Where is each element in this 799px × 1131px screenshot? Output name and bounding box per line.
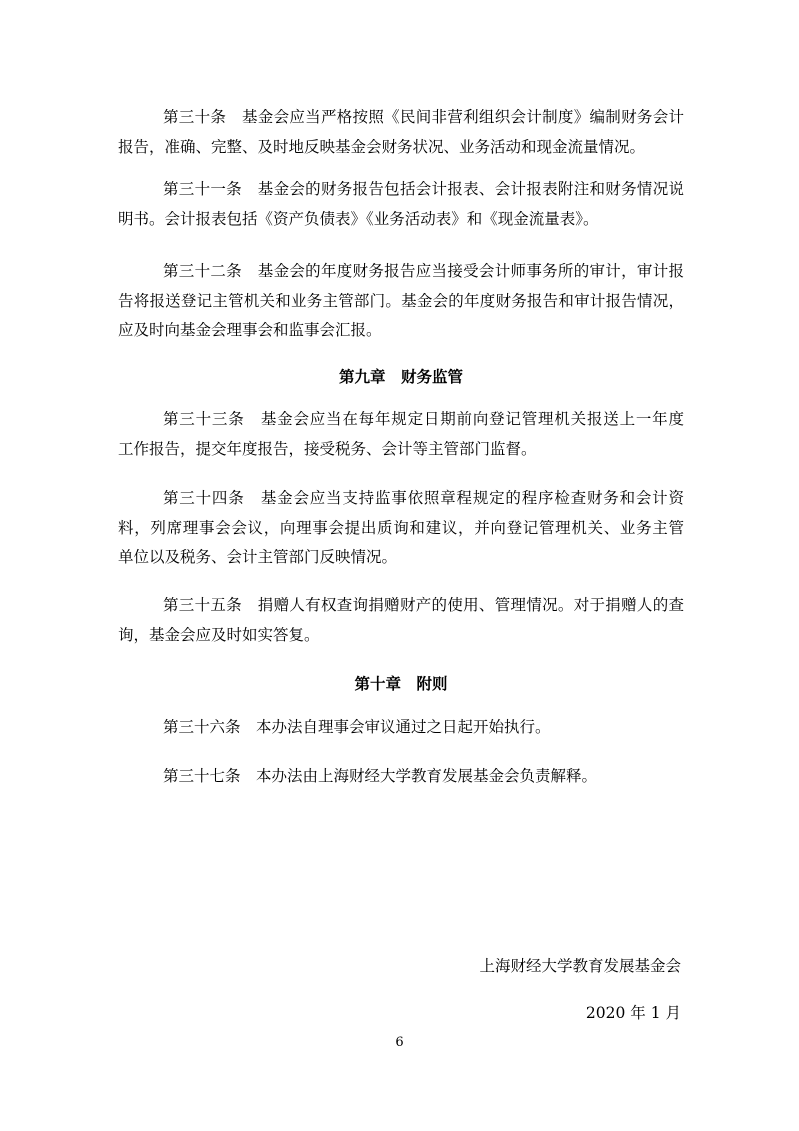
article-line: 第三十七条 本办法由上海财经大学教育发展基金会负责解释。 [163, 767, 598, 785]
article-line: 第三十条 基金会应当严格按照《民间非营利组织会计制度》编制财务会计 [163, 108, 684, 126]
article-31 [118, 175, 684, 234]
article-line: 告将报送登记主管机关和业务主管部门。基金会的年度财务报告和审计报告情况， [118, 291, 684, 310]
article-line: 第三十四条 基金会应当支持监事依照章程规定的程序检查财务和会计资 [163, 489, 684, 507]
chapter-10-heading: 第十章 附则 [354, 674, 448, 693]
article-33 [118, 405, 684, 464]
article-line: 报告，准确、完整、及时地反映基金会财务状况、业务活动和现金流量情况。 [118, 137, 646, 156]
article-line: 询，基金会应及时如实答复。 [118, 625, 320, 644]
article-line: 第三十三条 基金会应当在每年规定日期前向登记管理机关报送上一年度 [163, 410, 684, 428]
article-32 [118, 257, 684, 346]
signature-organization: 上海财经大学教育发展基金会 [479, 957, 681, 975]
article-line: 第三十五条 捐赠人有权查询捐赠财产的使用、管理情况。对于捐赠人的查 [163, 596, 684, 614]
article-line: 料，列席理事会会议，向理事会提出质询和建议，并向登记管理机关、业务主管 [118, 518, 684, 537]
article-line: 第三十二条 基金会的年度财务报告应当接受会计师事务所的审计，审计报 [163, 262, 684, 280]
chapter-9-heading: 第九章 财务监管 [338, 367, 463, 386]
article-34 [118, 484, 684, 573]
article-36 [118, 713, 684, 743]
article-37 [118, 762, 684, 792]
page-number: 6 [395, 1035, 404, 1050]
article-30 [118, 103, 684, 162]
signature-date: 2020 年 1 月 [585, 1004, 681, 1022]
article-line: 单位以及税务、会计主管部门反映情况。 [118, 548, 398, 566]
article-35 [118, 591, 684, 650]
article-line: 工作报告，提交年度报告，接受税务、会计等主管部门监督。 [118, 439, 537, 458]
article-line: 第三十一条 基金会的财务报告包括会计报表、会计报表附注和财务情况说 [163, 180, 684, 198]
article-line: 明书。会计报表包括《资产负债表》《业务活动表》和《现金流量表》。 [118, 209, 599, 228]
article-line: 应及时向基金会理事会和监事会汇报。 [118, 321, 382, 339]
article-line: 第三十六条 本办法自理事会审议通过之日起开始执行。 [163, 718, 551, 736]
